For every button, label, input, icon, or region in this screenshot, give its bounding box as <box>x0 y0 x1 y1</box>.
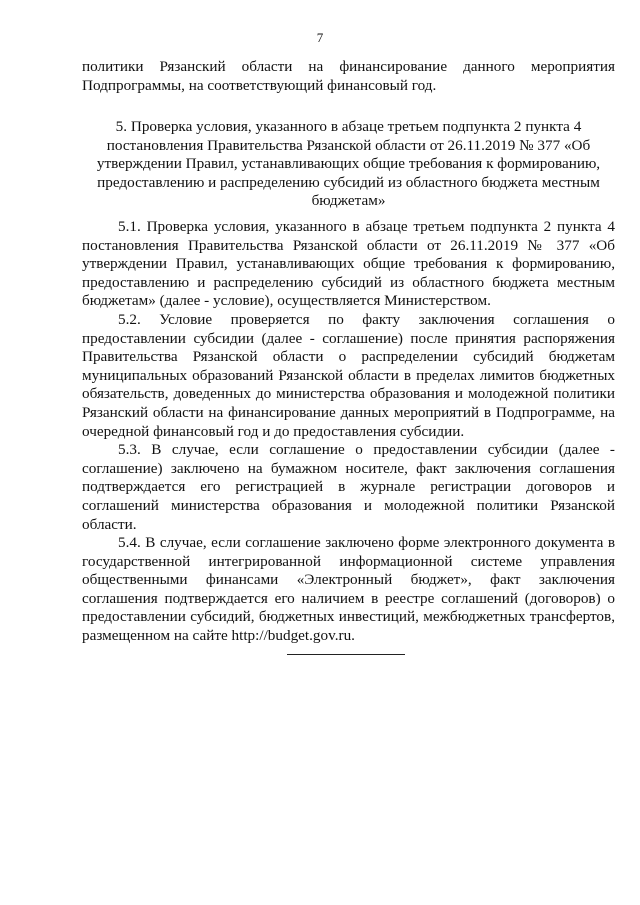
section-heading: 5. Проверка условия, указанного в абзаце третьем подпункта 2 пункта 4 постановления Правительства Рязанской области от 26.11.2019 № 377 «Об утверждении Правил, устанавливающих общие требования к формированию, предоставлению и распределению субсидий из областного бюджета местным бюджетам» <box>96 118 601 210</box>
section-body <box>82 218 615 646</box>
paragraph-5-4: 5.4. В случае, если соглашение заключено форме электронного документа в государственной интегрированной информационной системе управления общественными финансами «Электронный бюджет», факт заключения соглашения подтверждается его наличием в реестре соглашений (договоров) о предоставлении субсидий, бюджетных инвестиций, межбюджетных трансфертов, размещенном на сайте http://budget.gov.ru. <box>82 534 615 645</box>
paragraph-5-3: 5.3. В случае, если соглашение о предоставлении субсидии (далее - соглашение) заключено на бумажном носителе, факт заключения соглашения подтверждается его регистрацией в журнале регистрации договоров и соглашений министерства образования и молодежной политики Рязанской области. <box>82 441 615 533</box>
intro-block <box>82 58 615 95</box>
end-divider <box>287 654 405 655</box>
paragraph-5-1: 5.1. Проверка условия, указанного в абзаце третьем подпункта 2 пункта 4 постановления Правительства Рязанской области от 26.11.2019 № 377 «Об утверждении Правил, устанавливающих общие требования к формированию, предоставлению и распределению субсидий из областного бюджета местным бюджетам» (далее - условие), осуществляется Министерством. <box>82 218 615 310</box>
intro-paragraph: политики Рязанский области на финансирование данного мероприятия Подпрограммы, на соответствующий финансовый год. <box>82 58 615 94</box>
paragraph-5-2: 5.2. Условие проверяется по факту заключения соглашения о предоставлении субсидии (далее - соглашение) после принятия распоряжения Правительства Рязанской области о распределении субсидий бюджетам муниципальных образований Рязанской области в пределах лимитов бюджетных обязательств, доведенных до министерства образования и молодежной политики Рязанский области на финансирование данных мероприятий в Подпрограмме, на очередной финансовый год и до предоставления субсидии. <box>82 310 615 440</box>
page-number: 7 <box>316 30 324 45</box>
